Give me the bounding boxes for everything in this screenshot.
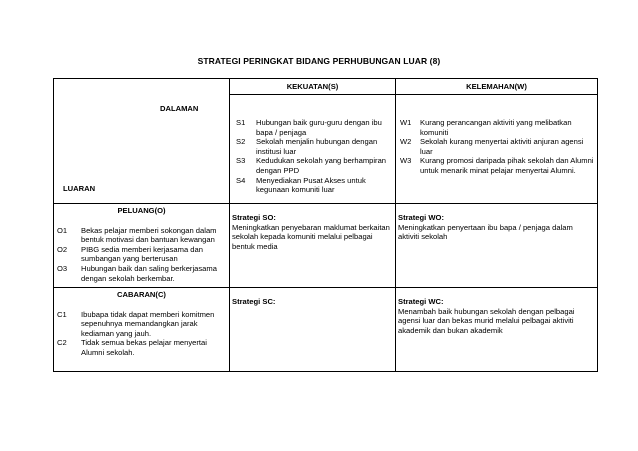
item-code: S2 — [236, 137, 246, 147]
kelemahan-header: KELEMAHAN(W) — [396, 79, 598, 95]
item-code: W3 — [400, 156, 412, 166]
peluang-list — [54, 226, 229, 284]
strategi-wo-text: Meningkatkan penyertaan ibu bapa / penjaga dalam aktiviti sekolah — [398, 222, 573, 242]
list-item — [400, 156, 596, 175]
item-text: Tidak semua bekas pelajar menyertai Alumni sekolah. — [81, 338, 207, 357]
item-text: Hubungan baik dan saling berkerjasama dengan sekolah berkembar. — [81, 263, 217, 283]
page-title: STRATEGI PERINGKAT BIDANG PERHUBUNGAN LUAR (8) — [197, 56, 441, 66]
strategi-wo-label: Strategi WO: — [398, 213, 444, 222]
list-item — [400, 118, 596, 137]
peluang-row — [54, 204, 598, 288]
strategi-wc-label: Strategi WC: — [398, 297, 444, 306]
luaran-label: LUARAN — [63, 184, 96, 193]
item-text: Sekolah menjalin hubungan dengan institusi luar — [256, 137, 378, 156]
item-code: W2 — [400, 137, 412, 147]
item-text: PIBG sedia memberi kerjasama dan sumbangan yang berterusan — [81, 244, 203, 264]
list-item — [57, 245, 229, 264]
strategi-wo-cell — [396, 204, 598, 288]
list-item — [236, 118, 392, 137]
kekuatan-list — [236, 118, 392, 195]
header-row — [54, 79, 598, 95]
item-code: S3 — [236, 156, 246, 166]
list-item — [236, 176, 392, 195]
cabaran-title: CABARAN(C) — [117, 290, 166, 299]
item-text: Bekas pelajar memberi sokongan dalam bentuk motivasi dan bantuan kewangan — [81, 225, 217, 245]
strategi-sc-cell — [230, 288, 396, 372]
strategi-sc-label: Strategi SC: — [232, 297, 276, 306]
item-code: W1 — [400, 118, 412, 127]
peluang-cell — [54, 204, 230, 288]
item-text: Kurang promosi daripada pihak sekolah dan Alumni untuk menarik minat pelajar menyertai Alumni. — [420, 156, 594, 175]
kekuatan-cell — [230, 95, 396, 204]
cabaran-row — [54, 288, 598, 372]
cabaran-list — [54, 310, 229, 358]
strategi-wc-text: Menambah baik hubungan sekolah dengan pelbagai agensi luar dan bekas murid melalui pelbagai aktiviti akademik dan bukan akademik — [398, 306, 575, 335]
strategi-wc-cell — [396, 288, 598, 372]
item-text: Hubungan baik guru-guru dengan ibu bapa / penjaga — [256, 118, 382, 137]
list-item — [57, 226, 229, 245]
item-text: Sekolah kurang menyertai aktiviti anjuran agensi luar — [420, 137, 584, 156]
item-code: C2 — [57, 338, 67, 348]
strategi-so-cell — [230, 204, 396, 288]
peluang-title: PELUANG(O) — [117, 206, 166, 215]
list-item — [236, 137, 392, 156]
item-text: Kedudukan sekolah yang berhampiran dengan PPD — [256, 156, 387, 175]
kekuatan-header: KEKUATAN(S) — [230, 79, 396, 95]
item-code: C1 — [57, 309, 67, 319]
list-item — [400, 137, 596, 156]
dalaman-label: DALAMAN — [160, 104, 199, 113]
list-item — [236, 156, 392, 175]
swot-table — [53, 78, 598, 372]
list-item — [57, 264, 229, 283]
item-code: O3 — [57, 263, 68, 273]
item-code: O1 — [57, 225, 68, 235]
strategi-so-label: Strategi SO: — [232, 213, 276, 222]
item-code: S4 — [236, 175, 246, 185]
item-code: O2 — [57, 244, 68, 254]
kelemahan-list — [400, 118, 596, 176]
kelemahan-cell — [396, 95, 598, 204]
list-item — [57, 310, 229, 339]
item-text: Menyediakan Pusat Akses untuk kegunaan komuniti luar — [256, 175, 366, 195]
item-text: Kurang perancangan aktiviti yang melibatkan komuniti — [420, 118, 572, 137]
cabaran-cell — [54, 288, 230, 372]
list-item — [57, 338, 229, 357]
item-code: S1 — [236, 118, 246, 127]
corner-cell — [54, 79, 230, 204]
strategi-so-text: Meningkatkan penyebaran maklumat berkaitan sekolah kepada komuniti melalui pelbagai bentuk media — [232, 222, 390, 251]
item-text: Ibubapa tidak dapat memberi komitmen sepenuhnya memandangkan jarak kediaman yang jauh. — [81, 309, 215, 338]
